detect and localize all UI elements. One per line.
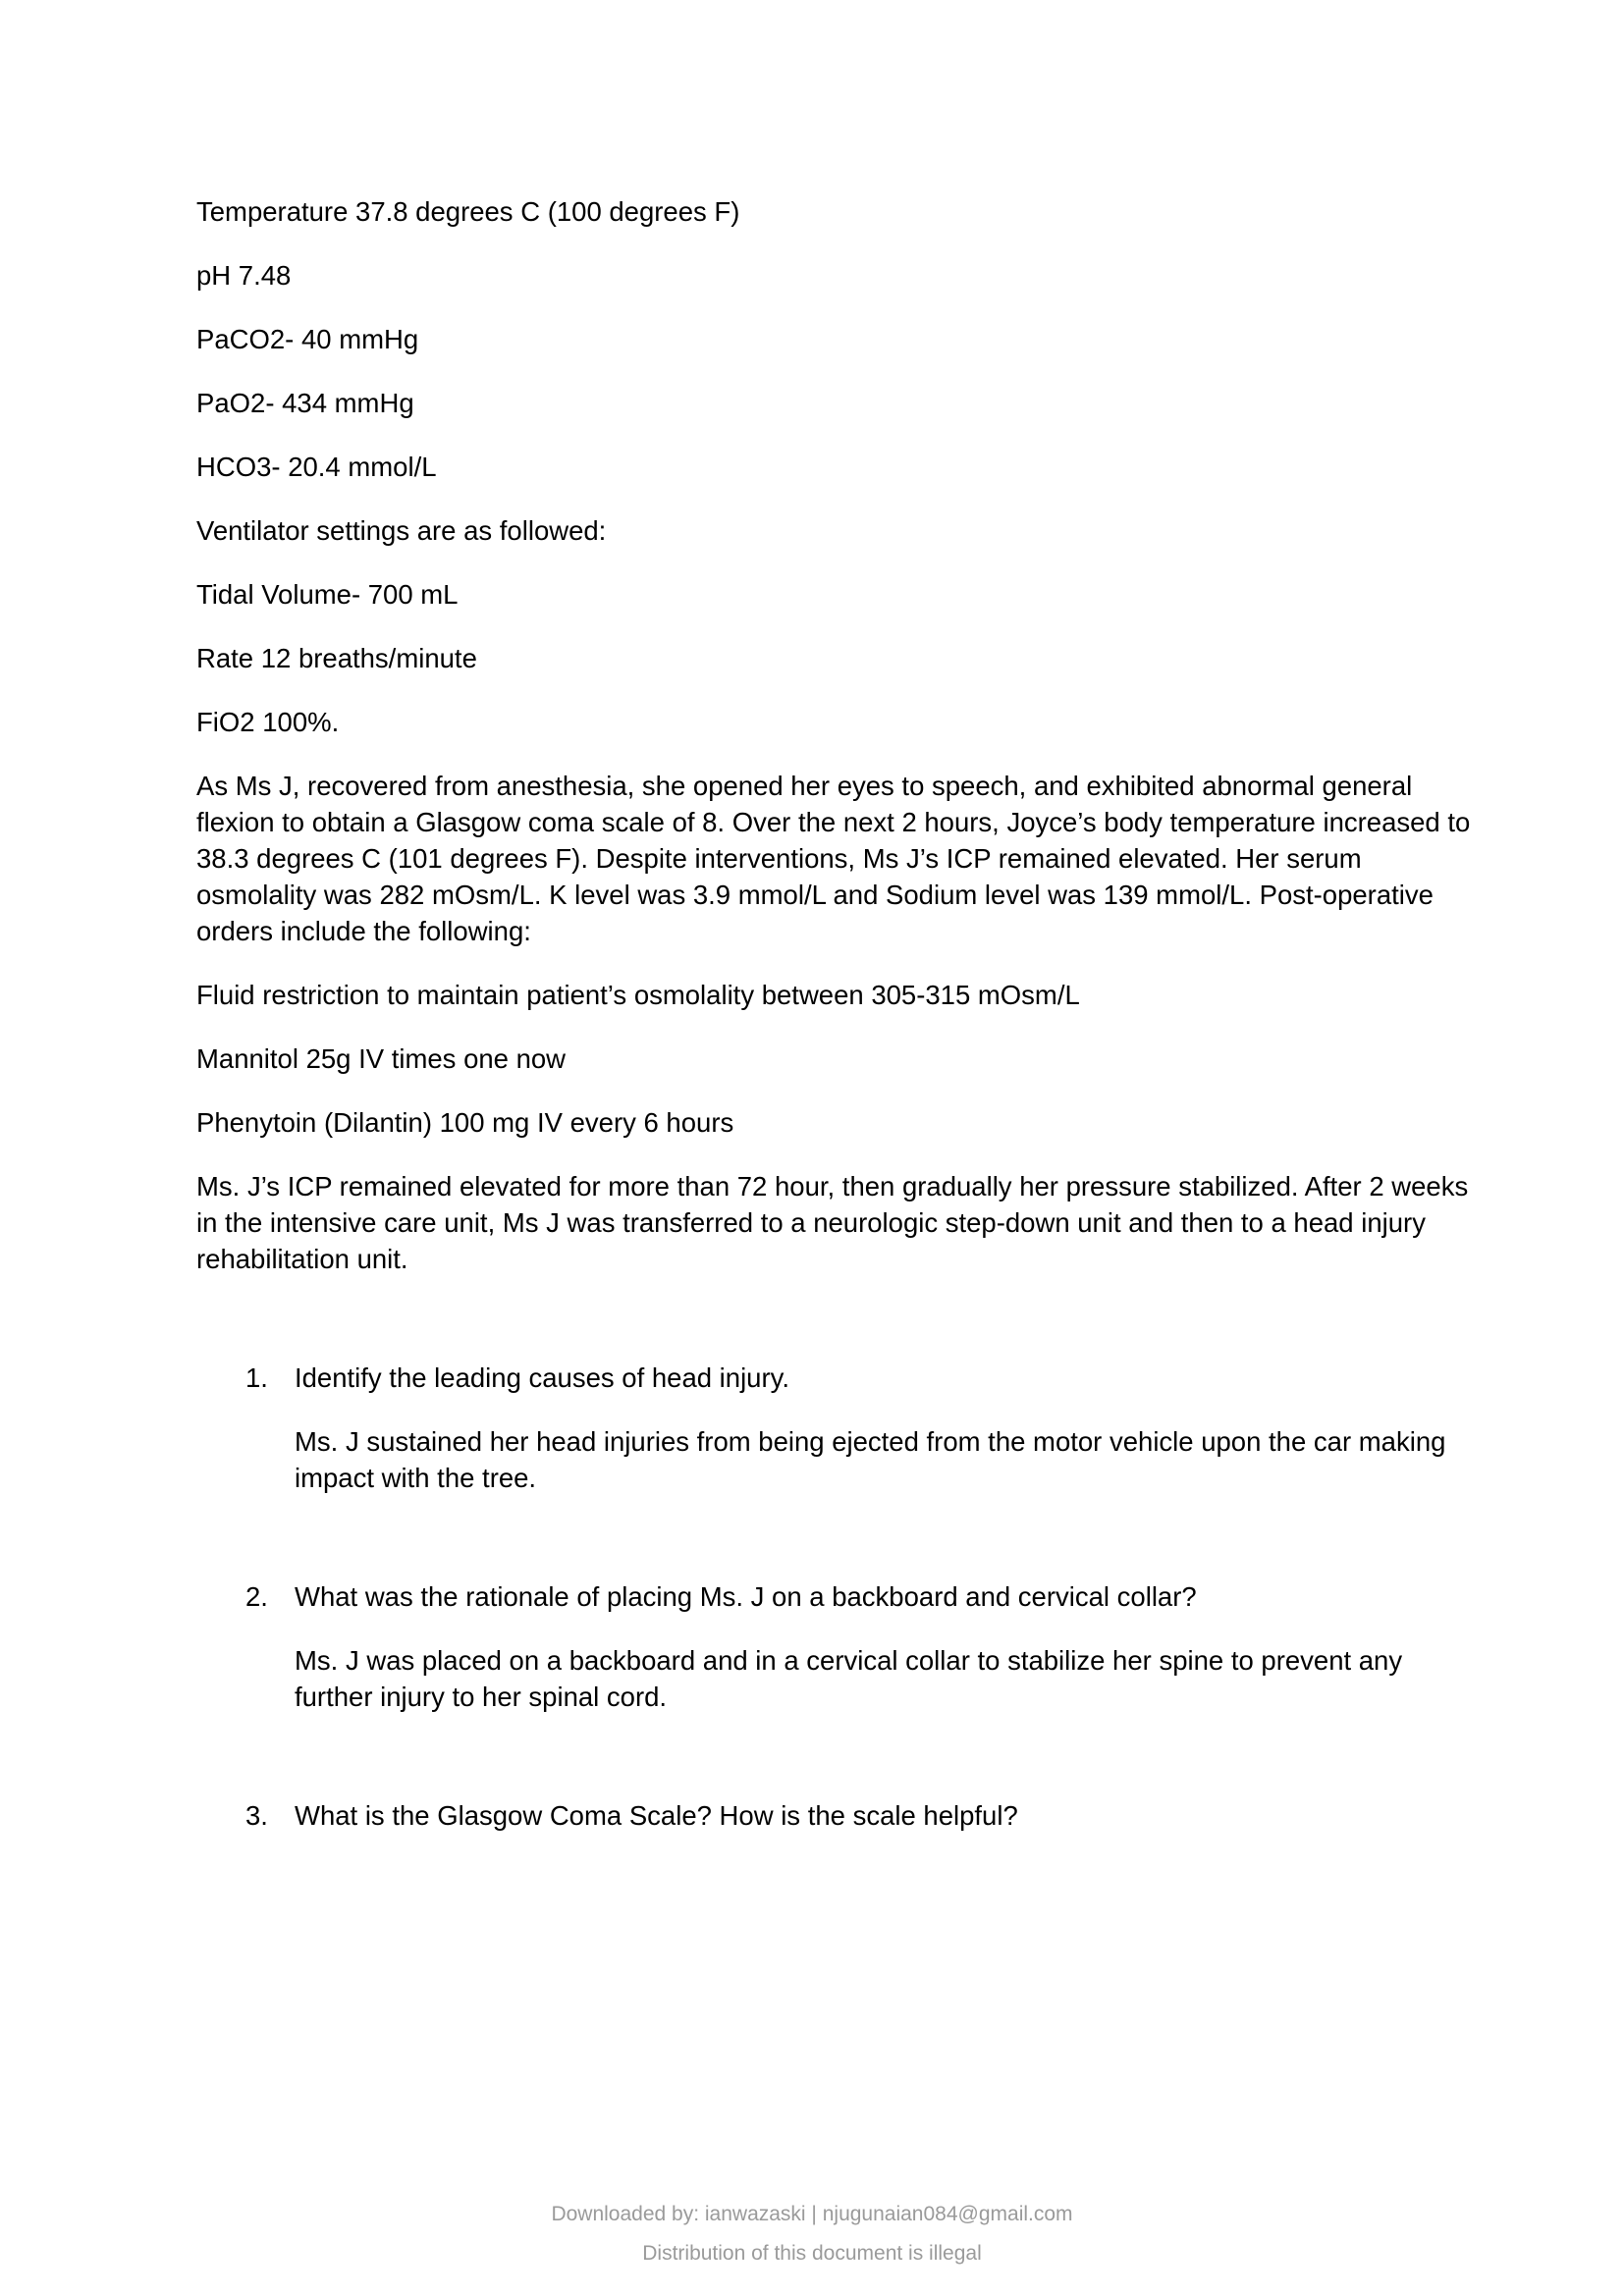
question-list xyxy=(196,1360,1473,1834)
order-phenytoin: Phenytoin (Dilantin) 100 mg IV every 6 hours xyxy=(196,1107,734,1138)
question-answer: Ms. J sustained her head injuries from being ejected from the motor vehicle upon the car making impact with the tree. xyxy=(295,1426,1446,1493)
question-answer: Ms. J was placed on a backboard and in a cervical collar to stabilize her spine to prevent any further injury to her spinal cord. xyxy=(295,1645,1403,1712)
question-number: 3. xyxy=(245,1800,268,1831)
vital-ph: pH 7.48 xyxy=(196,260,292,291)
ventilator-tidal-volume: Tidal Volume- 700 mL xyxy=(196,579,459,610)
question-item xyxy=(196,1360,1473,1496)
question-text: Identify the leading causes of head injury. xyxy=(295,1362,789,1393)
vital-hco3: HCO3- 20.4 mmol/L xyxy=(196,452,437,482)
outcome-paragraph: Ms. J’s ICP remained elevated for more than 72 hour, then gradually her pressure stabilized. After 2 weeks in the intensive care unit, Ms J was transferred to a neurologic step-down unit and then to a head injury rehabilitation unit. xyxy=(196,1171,1469,1274)
narrative-paragraph: As Ms J, recovered from anesthesia, she opened her eyes to speech, and exhibited abnormal general flexion to obtain a Glasgow coma scale of 8. Over the next 2 hours, Joyce’s body temperature increased to 38.3 degrees C (101 degrees F). Despite interventions, Ms J’s ICP remained elevated. Her serum osmolality was 282 mOsm/L. K level was 3.9 mmol/L and Sodium level was 139 mmol/L. Post-operative orders include the following: xyxy=(196,771,1471,946)
order-fluid-restriction: Fluid restriction to maintain patient’s osmolality between 305-315 mOsm/L xyxy=(196,980,1080,1010)
ventilator-fio2: FiO2 100%. xyxy=(196,707,340,737)
section-spacer xyxy=(196,1305,1473,1360)
footer-download-notice: Downloaded by: ianwazaski | njugunaian084@gmail.com xyxy=(551,2203,1073,2225)
order-mannitol: Mannitol 25g IV times one now xyxy=(196,1043,567,1074)
vital-temperature: Temperature 37.8 degrees C (100 degrees F) xyxy=(196,196,740,227)
document-page xyxy=(196,193,1473,1861)
question-text: What was the rationale of placing Ms. J on a backboard and cervical collar? xyxy=(295,1581,1197,1612)
question-item xyxy=(196,1578,1473,1715)
question-item xyxy=(196,1797,1473,1834)
ventilator-rate: Rate 12 breaths/minute xyxy=(196,643,477,673)
vital-paco2: PaCO2- 40 mmHg xyxy=(196,324,419,354)
question-number: 1. xyxy=(245,1362,268,1393)
vital-pao2: PaO2- 434 mmHg xyxy=(196,388,414,418)
question-gap xyxy=(196,1742,1473,1797)
footer-distribution-notice: Distribution of this document is illegal xyxy=(642,2242,982,2265)
question-text: What is the Glasgow Coma Scale? How is the scale helpful? xyxy=(295,1800,1018,1831)
question-number: 2. xyxy=(245,1581,268,1612)
ventilator-settings-heading: Ventilator settings are as followed: xyxy=(196,515,607,546)
question-gap xyxy=(196,1523,1473,1578)
